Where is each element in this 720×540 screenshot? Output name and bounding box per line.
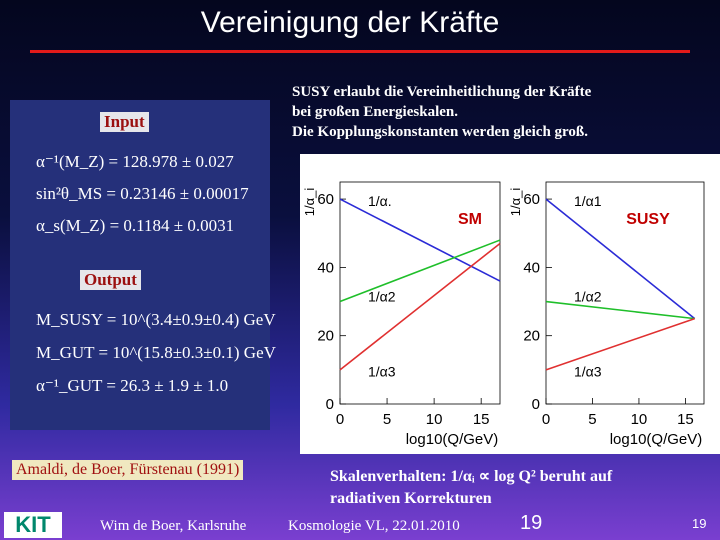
- x-axis-label: log10(Q/GeV): [609, 431, 703, 448]
- coupling-plots-svg: [300, 154, 720, 454]
- y-tick-label: 40: [317, 259, 334, 277]
- x-tick-label: 5: [588, 411, 597, 428]
- y-tick-label: 60: [523, 191, 540, 209]
- slide-title: Vereinigung der Kräfte: [200, 6, 500, 39]
- input-formula: α⁻¹(M_Z) = 128.978 ± 0.027: [36, 152, 234, 171]
- y-tick-label: 40: [523, 259, 540, 277]
- output-formula: M_GUT = 10^(15.8±0.3±0.1) GeV: [36, 343, 276, 362]
- scaling-line: radiativen Korrekturen: [330, 490, 492, 507]
- output-label: Output: [80, 270, 141, 290]
- series-label: 1/α3: [368, 363, 396, 380]
- y-axis-label: 1/α_i: [508, 187, 523, 217]
- coupling-plots: [300, 154, 720, 454]
- y-tick-label: 20: [317, 327, 334, 345]
- y-tick-label: 60: [317, 191, 334, 209]
- input-formula: α_s(M_Z) = 0.1184 ± 0.0031: [36, 216, 235, 235]
- input-label: Input: [100, 112, 149, 132]
- series-label: 1/α3: [574, 363, 602, 380]
- page-number-small: 19: [692, 516, 707, 531]
- series-label: 1/α2: [574, 288, 602, 305]
- x-tick-label: 5: [382, 411, 392, 428]
- reference: Amaldi, de Boer, Fürstenau (1991): [12, 460, 243, 480]
- series-label: 1/α1: [574, 192, 602, 209]
- series-line: [340, 243, 500, 369]
- footer-author: Wim de Boer, Karlsruhe: [100, 518, 247, 534]
- y-tick-label: 0: [325, 396, 334, 413]
- y-tick-label: 20: [523, 327, 540, 345]
- series-label: 1/α.: [368, 192, 392, 209]
- output-formula: M_SUSY = 10^(3.4±0.9±0.4) GeV: [36, 310, 276, 329]
- footer-course: Kosmologie VL, 22.01.2010: [288, 518, 460, 534]
- intro-line: Die Kopplungskonstanten werden gleich groß.: [292, 124, 589, 140]
- intro-line: bei großen Energieskalen.: [292, 104, 458, 120]
- scaling-text: [330, 466, 612, 510]
- series-label: 1/α2: [368, 288, 396, 305]
- intro-line: SUSY erlaubt die Vereinheitlichung der Kräfte: [292, 84, 592, 100]
- intro-text: [292, 82, 591, 142]
- series-line: [546, 319, 695, 370]
- title-underline: [30, 50, 690, 53]
- x-tick-label: 0: [541, 411, 551, 428]
- x-tick-label: 0: [335, 411, 345, 428]
- panel-label: SM: [458, 211, 482, 228]
- kit-logo: KIT: [4, 512, 62, 538]
- y-tick-label: 0: [531, 396, 540, 413]
- x-tick-label: 15: [472, 411, 490, 428]
- series-line: [340, 240, 500, 301]
- x-tick-label: 10: [630, 411, 648, 428]
- output-formula: α⁻¹_GUT = 26.3 ± 1.9 ± 1.0: [36, 376, 229, 395]
- y-axis-label: 1/α_i: [302, 187, 317, 217]
- page-number: 19: [520, 512, 543, 534]
- x-tick-label: 15: [677, 411, 694, 428]
- x-tick-label: 10: [425, 411, 443, 428]
- scaling-line: Skalenverhalten: 1/αᵢ ∝ log Q² beruht auf: [330, 468, 613, 485]
- input-formula: sin²θ_MS = 0.23146 ± 0.00017: [36, 184, 249, 203]
- x-axis-label: log10(Q/GeV): [405, 431, 499, 448]
- panel-label: SUSY: [626, 211, 670, 228]
- series-line: [546, 199, 695, 319]
- plot-frame: [546, 182, 704, 404]
- series-line: [546, 302, 695, 319]
